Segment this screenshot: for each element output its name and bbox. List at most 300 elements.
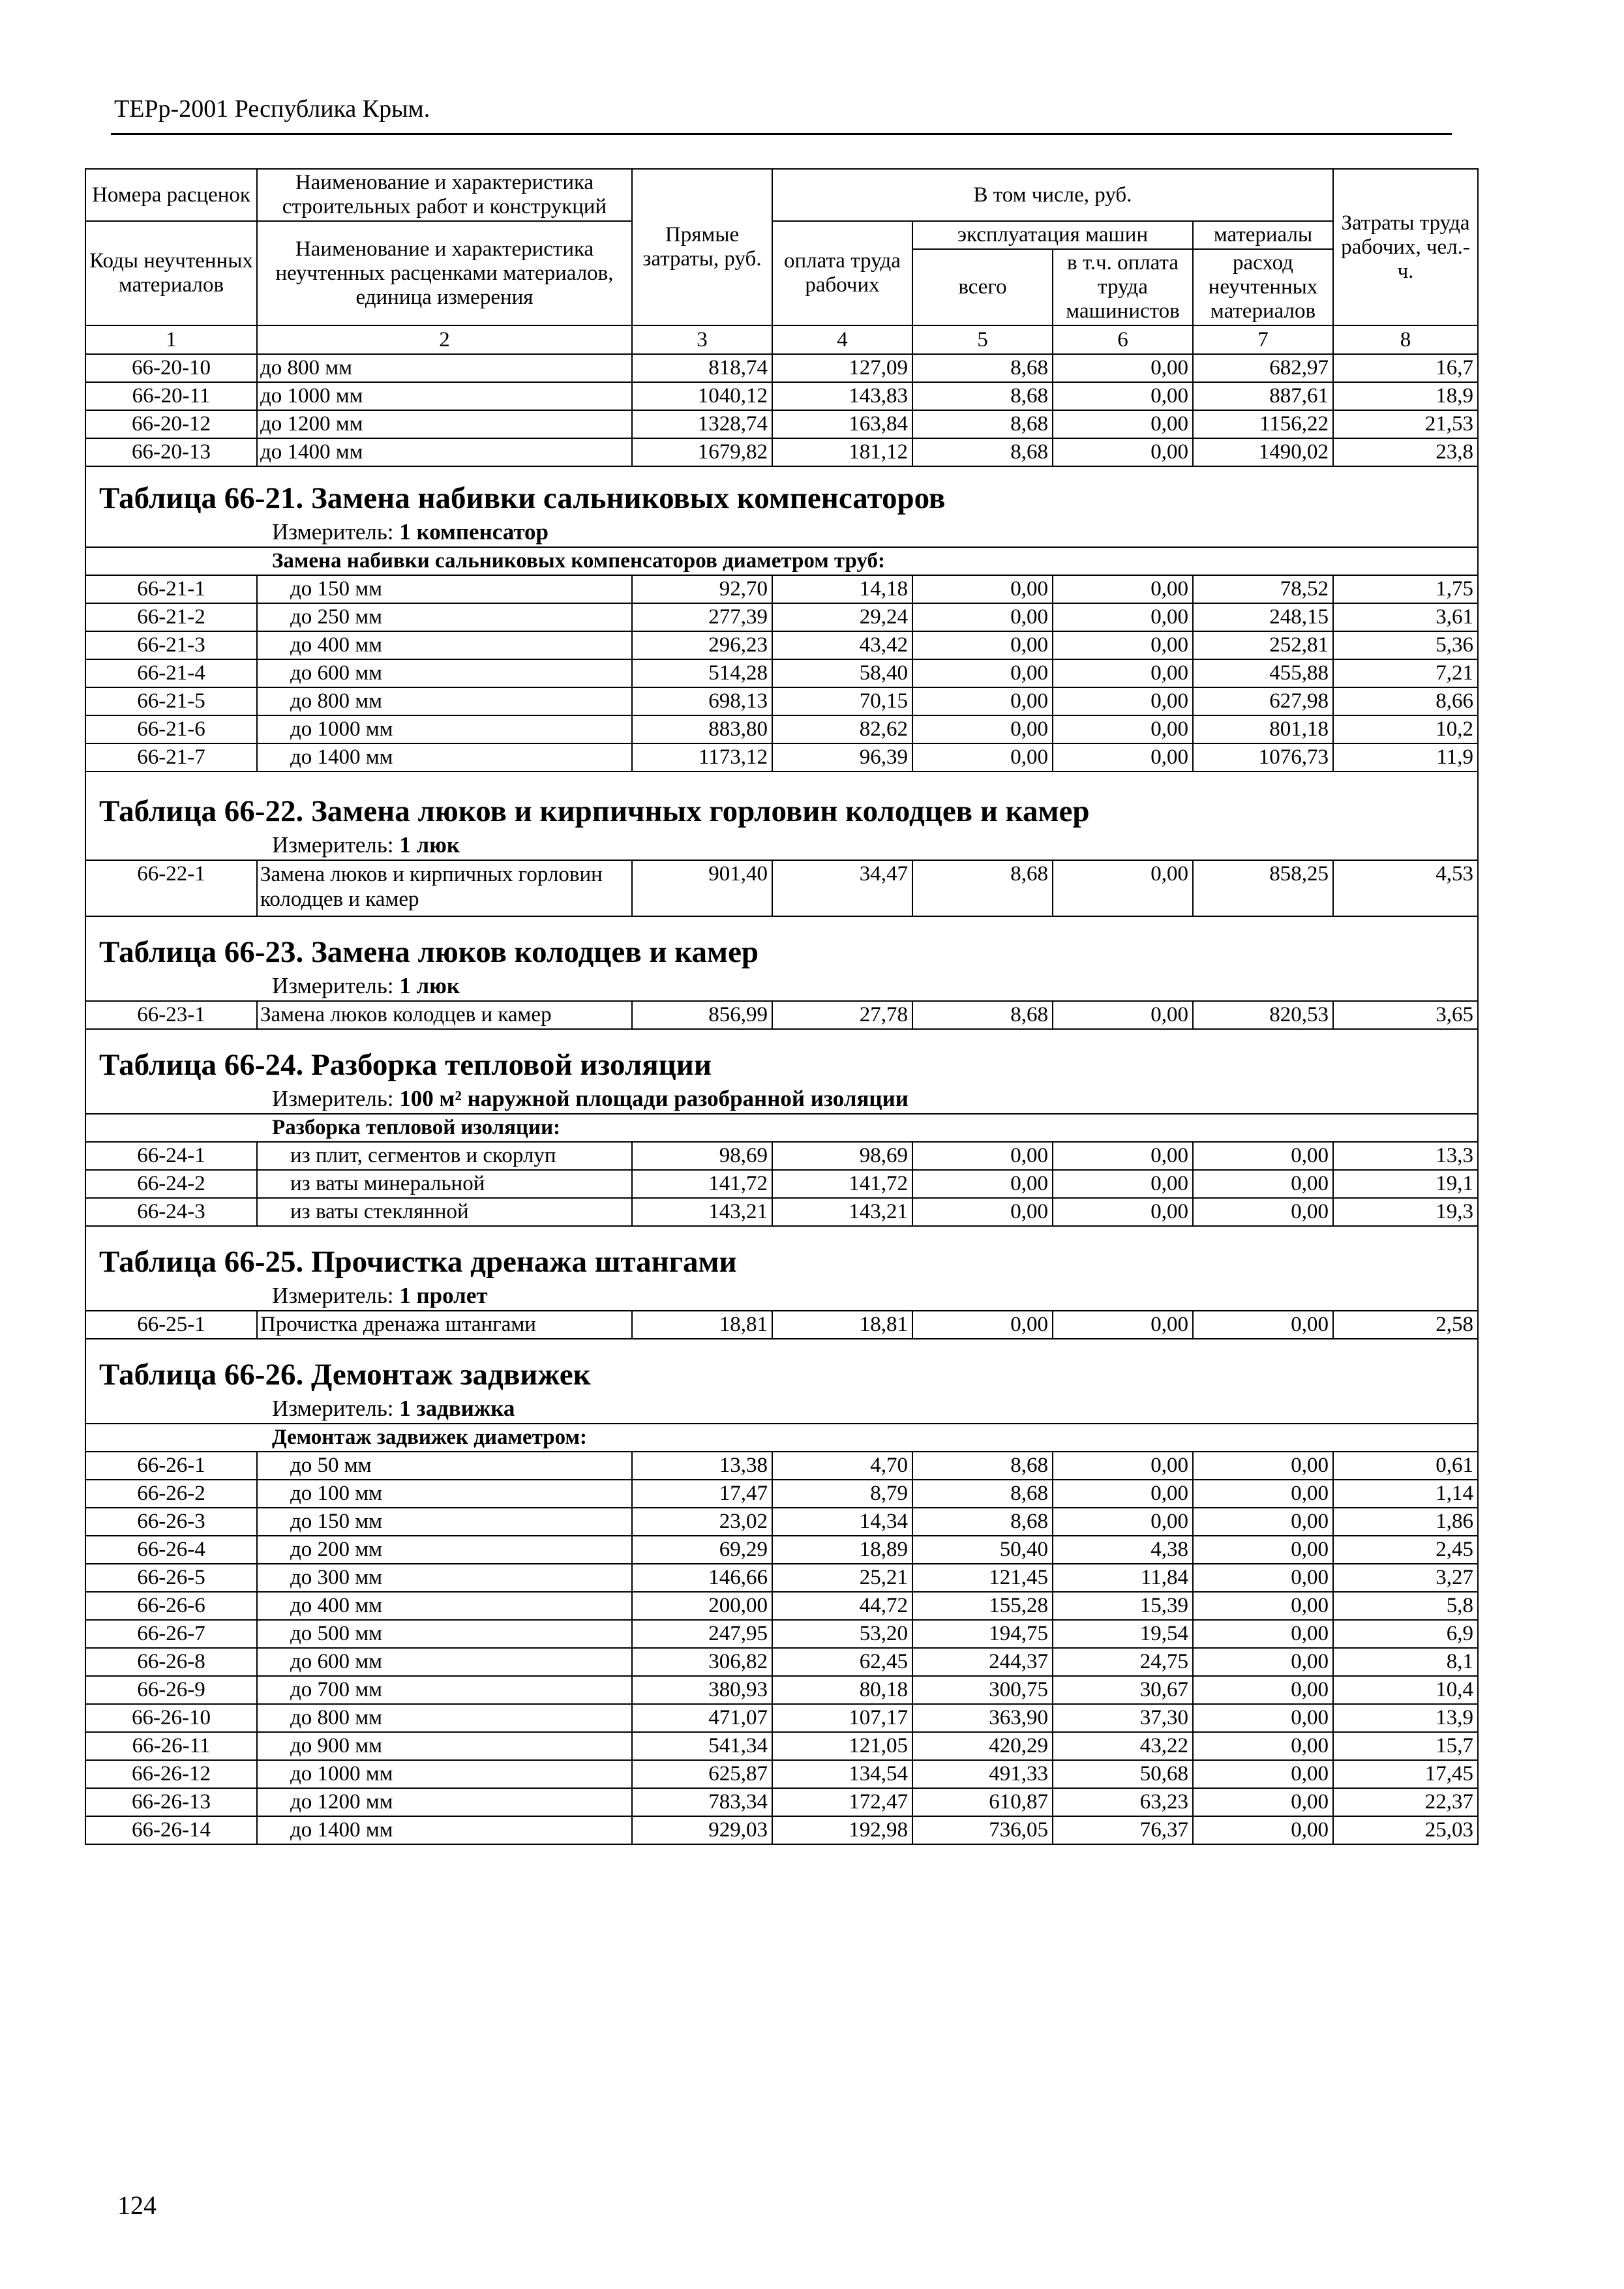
column-number: 2: [257, 325, 632, 354]
machinist-pay: 0,00: [1053, 603, 1193, 631]
rate-code: 66-21-2: [85, 603, 257, 631]
rate-code: 66-26-2: [85, 1480, 257, 1508]
worker-pay: 8,79: [772, 1480, 912, 1508]
worker-pay: 172,47: [772, 1788, 912, 1816]
work-name: до 1200 мм: [257, 410, 632, 438]
work-name: до 150 мм: [257, 575, 632, 603]
work-name: до 1400 мм: [257, 743, 632, 771]
direct-costs: 92,70: [632, 575, 772, 603]
labor-costs: 13,3: [1333, 1142, 1478, 1170]
section-heading: [85, 1339, 1478, 1424]
table-header: [85, 169, 1478, 354]
worker-pay: 163,84: [772, 410, 912, 438]
worker-pay: 43,42: [772, 631, 912, 659]
meter-value: 1 задвижка: [399, 1396, 515, 1421]
direct-costs: 380,93: [632, 1676, 772, 1704]
labor-costs: 4,53: [1333, 860, 1478, 916]
machines-total: 0,00: [912, 1142, 1053, 1170]
labor-costs: 1,14: [1333, 1480, 1478, 1508]
work-name: до 250 мм: [257, 603, 632, 631]
meter-value: 1 компенсатор: [399, 519, 549, 545]
machines-total: 610,87: [912, 1788, 1053, 1816]
table-row: [85, 715, 1478, 743]
rate-code: 66-20-12: [85, 410, 257, 438]
section-title: Таблица 66-26. Демонтаж задвижек: [99, 1358, 591, 1392]
rate-code: 66-24-2: [85, 1170, 257, 1198]
machinist-pay: 0,00: [1053, 860, 1193, 916]
worker-pay: 14,34: [772, 1508, 912, 1536]
labor-costs: 2,45: [1333, 1536, 1478, 1564]
machines-total: 300,75: [912, 1676, 1053, 1704]
worker-pay: 34,47: [772, 860, 912, 916]
materials-cost: 455,88: [1193, 659, 1333, 687]
column-number: 1: [85, 325, 257, 354]
table-row: [85, 687, 1478, 715]
rate-code: 66-26-8: [85, 1648, 257, 1676]
rate-code: 66-26-10: [85, 1704, 257, 1732]
section-title: Таблица 66-25. Прочистка дренажа штангами: [99, 1245, 737, 1279]
meter-value: 1 люк: [399, 973, 460, 998]
materials-cost: 0,00: [1193, 1648, 1333, 1676]
subheading-row: [85, 547, 1478, 575]
rate-code: 66-21-1: [85, 575, 257, 603]
machinist-pay: 0,00: [1053, 715, 1193, 743]
direct-costs: 901,40: [632, 860, 772, 916]
machines-total: 420,29: [912, 1732, 1053, 1760]
machinist-pay: 0,00: [1053, 575, 1193, 603]
machines-total: 0,00: [912, 575, 1053, 603]
work-name: до 1400 мм: [257, 1816, 632, 1844]
materials-cost: 1490,02: [1193, 438, 1333, 466]
machinist-pay: 0,00: [1053, 354, 1193, 382]
machines-total: 363,90: [912, 1704, 1053, 1732]
materials-cost: 0,00: [1193, 1564, 1333, 1592]
materials-cost: 0,00: [1193, 1788, 1333, 1816]
section-title: Таблица 66-22. Замена люков и кирпичных горловин колодцев и камер: [99, 794, 1090, 828]
table-row: [85, 354, 1478, 382]
meter-value: 1 пролет: [399, 1283, 488, 1308]
section-heading: [85, 1029, 1478, 1114]
section-heading: [85, 771, 1478, 860]
machinist-pay: 0,00: [1053, 659, 1193, 687]
table-row: [85, 860, 1478, 916]
direct-costs: 98,69: [632, 1142, 772, 1170]
machinist-pay: 0,00: [1053, 1508, 1193, 1536]
rate-code: 66-26-7: [85, 1620, 257, 1648]
materials-cost: 0,00: [1193, 1170, 1333, 1198]
work-name: до 1000 мм: [257, 382, 632, 410]
table-row: [85, 1732, 1478, 1760]
machines-total: 155,28: [912, 1592, 1053, 1620]
work-name: до 700 мм: [257, 1676, 632, 1704]
meter-value: 100 м² наружной площади разобранной изоляции: [399, 1086, 909, 1111]
work-name: Замена люков колодцев и камер: [257, 1001, 632, 1029]
materials-cost: 0,00: [1193, 1676, 1333, 1704]
section-meter: [86, 1085, 1477, 1113]
header-including: В том числе, руб.: [772, 169, 1333, 221]
machines-total: 194,75: [912, 1620, 1053, 1648]
rate-code: 66-26-3: [85, 1508, 257, 1536]
work-name: до 800 мм: [257, 687, 632, 715]
worker-pay: 181,12: [772, 438, 912, 466]
meter-label: Измеритель:: [272, 1283, 394, 1308]
labor-costs: 16,7: [1333, 354, 1478, 382]
table-row: [85, 603, 1478, 631]
labor-costs: 3,27: [1333, 1564, 1478, 1592]
header-unaccounted-materials: расход неучтенных материалов: [1193, 249, 1333, 325]
rate-code: 66-26-5: [85, 1564, 257, 1592]
table-row: [85, 1142, 1478, 1170]
labor-costs: 19,3: [1333, 1198, 1478, 1226]
rate-code: 66-26-14: [85, 1816, 257, 1844]
direct-costs: 783,34: [632, 1788, 772, 1816]
section-title: Таблица 66-23. Замена люков колодцев и камер: [99, 935, 759, 969]
subheading: Разборка тепловой изоляции:: [85, 1114, 1478, 1142]
direct-costs: 296,23: [632, 631, 772, 659]
machinist-pay: 0,00: [1053, 687, 1193, 715]
section-heading: [85, 916, 1478, 1001]
worker-pay: 121,05: [772, 1732, 912, 1760]
machines-total: 8,68: [912, 354, 1053, 382]
worker-pay: 107,17: [772, 1704, 912, 1732]
machines-total: 8,68: [912, 1508, 1053, 1536]
rate-code: 66-26-1: [85, 1452, 257, 1480]
worker-pay: 14,18: [772, 575, 912, 603]
header-machinist-pay: в т.ч. оплата труда машинистов: [1053, 249, 1193, 325]
table-row: [85, 1592, 1478, 1620]
table-row: [85, 631, 1478, 659]
worker-pay: 96,39: [772, 743, 912, 771]
table-row: [85, 1620, 1478, 1648]
rate-code: 66-21-6: [85, 715, 257, 743]
rate-code: 66-26-11: [85, 1732, 257, 1760]
labor-costs: 17,45: [1333, 1760, 1478, 1788]
section-meter: [86, 1394, 1477, 1423]
machinist-pay: 76,37: [1053, 1816, 1193, 1844]
materials-cost: 0,00: [1193, 1732, 1333, 1760]
header-material-name: Наименование и характеристика неучтенных расценками материалов, единица измерения: [257, 221, 632, 325]
table-row: [85, 1001, 1478, 1029]
table-row: [85, 1648, 1478, 1676]
worker-pay: 18,81: [772, 1311, 912, 1339]
labor-costs: 3,61: [1333, 603, 1478, 631]
rate-code: 66-24-1: [85, 1142, 257, 1170]
section-heading-row: [85, 916, 1478, 1001]
rate-code: 66-21-3: [85, 631, 257, 659]
materials-cost: 0,00: [1193, 1508, 1333, 1536]
materials-cost: 801,18: [1193, 715, 1333, 743]
worker-pay: 192,98: [772, 1816, 912, 1844]
rate-code: 66-23-1: [85, 1001, 257, 1029]
machinist-pay: 50,68: [1053, 1760, 1193, 1788]
labor-costs: 6,9: [1333, 1620, 1478, 1648]
table-row: [85, 1198, 1478, 1226]
title-rule: [111, 133, 1452, 135]
labor-costs: 1,86: [1333, 1508, 1478, 1536]
column-number: 7: [1193, 325, 1333, 354]
materials-cost: 0,00: [1193, 1311, 1333, 1339]
materials-cost: 0,00: [1193, 1536, 1333, 1564]
header-labor-costs: Затраты труда рабочих, чел.-ч.: [1333, 169, 1478, 325]
table-row: [85, 1536, 1478, 1564]
machines-total: 0,00: [912, 603, 1053, 631]
materials-cost: 78,52: [1193, 575, 1333, 603]
machinist-pay: 11,84: [1053, 1564, 1193, 1592]
table-row: [85, 1564, 1478, 1592]
machines-total: 50,40: [912, 1536, 1053, 1564]
work-name: до 1200 мм: [257, 1788, 632, 1816]
direct-costs: 247,95: [632, 1620, 772, 1648]
materials-cost: 0,00: [1193, 1816, 1333, 1844]
rate-code: 66-26-6: [85, 1592, 257, 1620]
worker-pay: 80,18: [772, 1676, 912, 1704]
machines-total: 0,00: [912, 715, 1053, 743]
materials-cost: 887,61: [1193, 382, 1333, 410]
machinist-pay: 43,22: [1053, 1732, 1193, 1760]
header-machines-total: всего: [912, 249, 1053, 325]
section-heading-row: [85, 771, 1478, 860]
work-name: до 1400 мм: [257, 438, 632, 466]
materials-cost: 0,00: [1193, 1452, 1333, 1480]
labor-costs: 18,9: [1333, 382, 1478, 410]
labor-costs: 8,66: [1333, 687, 1478, 715]
machines-total: 0,00: [912, 1311, 1053, 1339]
materials-cost: 1076,73: [1193, 743, 1333, 771]
machinist-pay: 0,00: [1053, 1142, 1193, 1170]
header-work-name: Наименование и характеристика строительных работ и конструкций: [257, 169, 632, 221]
labor-costs: 5,36: [1333, 631, 1478, 659]
labor-costs: 7,21: [1333, 659, 1478, 687]
direct-costs: 13,38: [632, 1452, 772, 1480]
machinist-pay: 0,00: [1053, 1311, 1193, 1339]
materials-cost: 0,00: [1193, 1592, 1333, 1620]
machinist-pay: 0,00: [1053, 1198, 1193, 1226]
labor-costs: 25,03: [1333, 1816, 1478, 1844]
materials-cost: 682,97: [1193, 354, 1333, 382]
machines-total: 0,00: [912, 687, 1053, 715]
table-row: [85, 382, 1478, 410]
machinist-pay: 0,00: [1053, 1170, 1193, 1198]
section-title: Таблица 66-24. Разборка тепловой изоляции: [99, 1048, 712, 1082]
subheading-row: [85, 1424, 1478, 1452]
meter-label: Измеритель:: [272, 973, 394, 998]
materials-cost: 0,00: [1193, 1480, 1333, 1508]
table-body: [85, 354, 1478, 1844]
machinist-pay: 0,00: [1053, 1480, 1193, 1508]
labor-costs: 10,4: [1333, 1676, 1478, 1704]
rate-code: 66-20-11: [85, 382, 257, 410]
labor-costs: 15,7: [1333, 1732, 1478, 1760]
machinist-pay: 0,00: [1053, 1001, 1193, 1029]
worker-pay: 29,24: [772, 603, 912, 631]
rate-code: 66-26-12: [85, 1760, 257, 1788]
table-row: [85, 1311, 1478, 1339]
machinist-pay: 0,00: [1053, 410, 1193, 438]
machinist-pay: 24,75: [1053, 1648, 1193, 1676]
header-rate-numbers: Номера расценок: [85, 169, 257, 221]
labor-costs: 22,37: [1333, 1788, 1478, 1816]
direct-costs: 1040,12: [632, 382, 772, 410]
work-name: до 600 мм: [257, 659, 632, 687]
column-number: 3: [632, 325, 772, 354]
machines-total: 0,00: [912, 743, 1053, 771]
header-worker-pay: оплата труда рабочих: [772, 221, 912, 325]
direct-costs: 143,21: [632, 1198, 772, 1226]
header-machine-operation: эксплуатация машин: [912, 221, 1193, 249]
direct-costs: 883,80: [632, 715, 772, 743]
work-name: до 400 мм: [257, 1592, 632, 1620]
table-row: [85, 659, 1478, 687]
work-name: до 1000 мм: [257, 715, 632, 743]
meter-label: Измеритель:: [272, 1086, 394, 1111]
worker-pay: 4,70: [772, 1452, 912, 1480]
work-name: из ваты стеклянной: [257, 1198, 632, 1226]
labor-costs: 10,2: [1333, 715, 1478, 743]
worker-pay: 70,15: [772, 687, 912, 715]
page-title: ТЕРр-2001 Республика Крым.: [114, 95, 430, 123]
worker-pay: 44,72: [772, 1592, 912, 1620]
header-material-codes: Коды неучтенных материалов: [85, 221, 257, 325]
meter-label: Измеритель:: [272, 1396, 394, 1421]
worker-pay: 18,89: [772, 1536, 912, 1564]
machines-total: 8,68: [912, 860, 1053, 916]
materials-cost: 858,25: [1193, 860, 1333, 916]
materials-cost: 820,53: [1193, 1001, 1333, 1029]
section-heading-row: [85, 466, 1478, 547]
machines-total: 491,33: [912, 1760, 1053, 1788]
work-name: до 50 мм: [257, 1452, 632, 1480]
direct-costs: 1173,12: [632, 743, 772, 771]
direct-costs: 1679,82: [632, 438, 772, 466]
section-meter: [86, 1281, 1477, 1310]
table-row: [85, 1508, 1478, 1536]
section-heading-row: [85, 1029, 1478, 1114]
rate-code: 66-26-9: [85, 1676, 257, 1704]
labor-costs: 1,75: [1333, 575, 1478, 603]
work-name: до 600 мм: [257, 1648, 632, 1676]
machines-total: 0,00: [912, 1198, 1053, 1226]
direct-costs: 306,82: [632, 1648, 772, 1676]
direct-costs: 514,28: [632, 659, 772, 687]
worker-pay: 127,09: [772, 354, 912, 382]
direct-costs: 146,66: [632, 1564, 772, 1592]
rate-code: 66-20-10: [85, 354, 257, 382]
section-meter: [86, 972, 1477, 1000]
direct-costs: 929,03: [632, 1816, 772, 1844]
table-row: [85, 438, 1478, 466]
work-name: до 150 мм: [257, 1508, 632, 1536]
machines-total: 0,00: [912, 631, 1053, 659]
rate-code: 66-25-1: [85, 1311, 257, 1339]
direct-costs: 856,99: [632, 1001, 772, 1029]
labor-costs: 23,8: [1333, 438, 1478, 466]
machines-total: 736,05: [912, 1816, 1053, 1844]
materials-cost: 0,00: [1193, 1198, 1333, 1226]
machinist-pay: 0,00: [1053, 1452, 1193, 1480]
column-number: 5: [912, 325, 1053, 354]
worker-pay: 143,21: [772, 1198, 912, 1226]
rate-code: 66-26-13: [85, 1788, 257, 1816]
worker-pay: 58,40: [772, 659, 912, 687]
rate-code: 66-26-4: [85, 1536, 257, 1564]
direct-costs: 18,81: [632, 1311, 772, 1339]
work-name: до 400 мм: [257, 631, 632, 659]
machines-total: 8,68: [912, 410, 1053, 438]
section-heading-row: [85, 1339, 1478, 1424]
column-number: 4: [772, 325, 912, 354]
subheading: Демонтаж задвижек диаметром:: [85, 1424, 1478, 1452]
rates-table: [85, 168, 1479, 1845]
column-numbers-row: [85, 325, 1478, 354]
labor-costs: 21,53: [1333, 410, 1478, 438]
work-name: до 500 мм: [257, 1620, 632, 1648]
machinist-pay: 63,23: [1053, 1788, 1193, 1816]
meter-label: Измеритель:: [272, 832, 394, 858]
machinist-pay: 0,00: [1053, 438, 1193, 466]
labor-costs: 19,1: [1333, 1170, 1478, 1198]
table-row: [85, 1760, 1478, 1788]
rate-code: 66-21-4: [85, 659, 257, 687]
worker-pay: 98,69: [772, 1142, 912, 1170]
materials-cost: 248,15: [1193, 603, 1333, 631]
table-row: [85, 1480, 1478, 1508]
machines-total: 121,45: [912, 1564, 1053, 1592]
labor-costs: 2,58: [1333, 1311, 1478, 1339]
materials-cost: 0,00: [1193, 1704, 1333, 1732]
materials-cost: 0,00: [1193, 1620, 1333, 1648]
rate-code: 66-21-7: [85, 743, 257, 771]
machines-total: 8,68: [912, 382, 1053, 410]
column-number: 8: [1333, 325, 1478, 354]
work-name: до 800 мм: [257, 1704, 632, 1732]
column-number: 6: [1053, 325, 1193, 354]
table-row: [85, 743, 1478, 771]
machinist-pay: 15,39: [1053, 1592, 1193, 1620]
machinist-pay: 4,38: [1053, 1536, 1193, 1564]
work-name: Прочистка дренажа штангами: [257, 1311, 632, 1339]
direct-costs: 69,29: [632, 1536, 772, 1564]
materials-cost: 0,00: [1193, 1760, 1333, 1788]
materials-cost: 627,98: [1193, 687, 1333, 715]
table-row: [85, 1676, 1478, 1704]
work-name: Замена люков и кирпичных горловин колодцев и камер: [257, 860, 632, 916]
materials-cost: 0,00: [1193, 1142, 1333, 1170]
machinist-pay: 0,00: [1053, 743, 1193, 771]
machines-total: 8,68: [912, 438, 1053, 466]
worker-pay: 25,21: [772, 1564, 912, 1592]
machines-total: 244,37: [912, 1648, 1053, 1676]
direct-costs: 277,39: [632, 603, 772, 631]
labor-costs: 5,8: [1333, 1592, 1478, 1620]
materials-cost: 1156,22: [1193, 410, 1333, 438]
direct-costs: 200,00: [632, 1592, 772, 1620]
work-name: до 800 мм: [257, 354, 632, 382]
materials-cost: 252,81: [1193, 631, 1333, 659]
work-name: до 200 мм: [257, 1536, 632, 1564]
worker-pay: 53,20: [772, 1620, 912, 1648]
rate-code: 66-22-1: [85, 860, 257, 916]
meter-value: 1 люк: [399, 832, 460, 858]
machines-total: 0,00: [912, 1170, 1053, 1198]
page-number: 124: [117, 2191, 157, 2220]
machines-total: 8,68: [912, 1001, 1053, 1029]
labor-costs: 3,65: [1333, 1001, 1478, 1029]
work-name: до 100 мм: [257, 1480, 632, 1508]
section-meter: [86, 831, 1477, 860]
worker-pay: 143,83: [772, 382, 912, 410]
subheading: Замена набивки сальниковых компенсаторов диаметром труб:: [85, 547, 1478, 575]
direct-costs: 1328,74: [632, 410, 772, 438]
